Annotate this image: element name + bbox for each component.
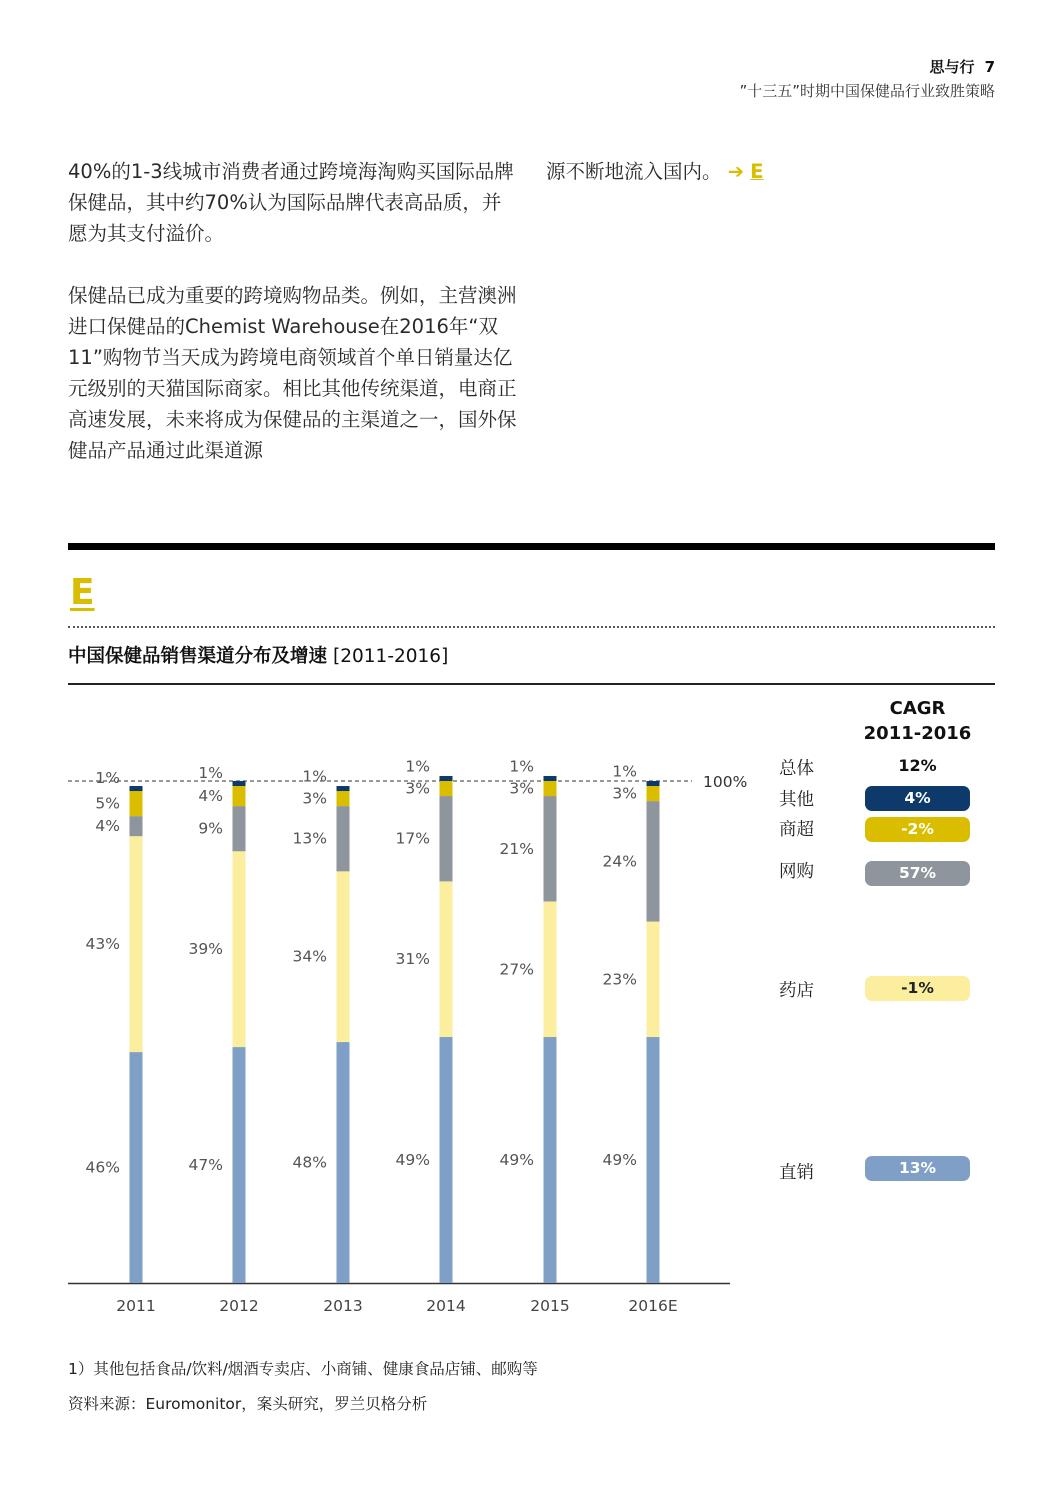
bar-segment-2012-直销 — [233, 1047, 246, 1283]
data-label-2014-网购: 17% — [395, 829, 430, 848]
data-label-2015-网购: 21% — [499, 839, 534, 858]
bar-segment-2016E-网购 — [647, 801, 660, 921]
bar-segment-2011-药店 — [130, 836, 143, 1052]
legend-label-overall: 总体 — [779, 759, 814, 779]
bar-segment-2015-网购 — [544, 796, 557, 901]
bar-segment-2013-商超 — [337, 791, 350, 806]
data-label-2014-商超: 3% — [405, 779, 430, 798]
data-label-2015-其他: 1% — [509, 757, 534, 776]
exhibit-ref-arrow-icon: ➔ — [727, 160, 745, 183]
bar-segment-2014-药店 — [440, 881, 453, 1037]
footnote-1: 1）其他包括食品/饮料/烟酒专卖店、小商铺、健康食品店铺、邮购等 — [68, 1360, 538, 1378]
cagr-overall-value: 12% — [898, 756, 937, 775]
bar-segment-2013-直销 — [337, 1042, 350, 1283]
data-label-2012-商超: 4% — [198, 787, 223, 806]
data-label-2011-网购: 4% — [95, 817, 120, 836]
body-paragraph-2: 保健品已成为重要的跨境购物品类。例如，主营澳洲进口保健品的Chemist Warehouse在2016年“双11”购物节当天成为跨境电商领域首个单日销量达亿元级别的天猫国际商家。相比其他传统渠道，电商正高速发展，未来将成为保健品的主渠道之一，国外保健品产品通过此渠道源 — [68, 284, 517, 462]
bar-segment-2011-网购 — [130, 816, 143, 836]
cagr-heading-line2: 2011-2016 — [863, 723, 972, 744]
bar-segment-2016E-药店 — [647, 922, 660, 1037]
bar-segment-2012-网购 — [233, 806, 246, 851]
data-label-2014-直销: 49% — [395, 1151, 430, 1170]
chart-title-text: 中国保健品销售渠道分布及增速 — [68, 646, 328, 667]
data-label-2011-商超: 5% — [95, 794, 120, 813]
reference-line-label: 100% — [703, 773, 748, 791]
bar-segment-2012-其他 — [233, 781, 246, 786]
x-tick-label-2016E: 2016E — [628, 1297, 678, 1315]
data-label-2012-直销: 47% — [188, 1156, 223, 1175]
cagr-pill-direct: 13% — [865, 1156, 970, 1181]
x-tick-label-2014: 2014 — [426, 1297, 466, 1315]
bar-segment-2011-直销 — [130, 1052, 143, 1283]
legend-label-supermarket: 商超 — [779, 820, 814, 840]
x-tick-label-2013: 2013 — [323, 1297, 363, 1315]
source-note: 资料来源：Euromonitor，案头研究，罗兰贝格分析 — [68, 1395, 428, 1413]
data-label-2016E-其他: 1% — [612, 762, 637, 781]
chart-period: [2011-2016] — [333, 646, 449, 667]
bar-segment-2012-药店 — [233, 851, 246, 1047]
data-label-2013-药店: 34% — [292, 947, 327, 966]
data-label-2011-药店: 43% — [85, 935, 120, 954]
bar-segment-2014-网购 — [440, 796, 453, 881]
x-tick-label-2012: 2012 — [219, 1297, 259, 1315]
bar-segment-2015-其他 — [544, 776, 557, 781]
legend-label-direct: 直销 — [779, 1163, 814, 1183]
bar-segment-2016E-其他 — [647, 781, 660, 786]
bar-segment-2015-直销 — [544, 1037, 557, 1283]
header-subtitle: ”十三五”时期中国保健品行业致胜策略 — [739, 82, 995, 100]
bar-segment-2013-药店 — [337, 871, 350, 1042]
bar-segment-2014-直销 — [440, 1037, 453, 1283]
data-label-2013-网购: 13% — [292, 829, 327, 848]
legend-label-pharmacy: 药店 — [779, 981, 814, 1001]
data-label-2013-商超: 3% — [302, 789, 327, 808]
data-label-2011-直销: 46% — [85, 1158, 120, 1177]
data-label-2015-直销: 49% — [499, 1151, 534, 1170]
cagr-pill-pharmacy: -1% — [865, 976, 970, 1001]
data-label-2013-直销: 48% — [292, 1153, 327, 1172]
cagr-pill-online: 57% — [865, 861, 970, 886]
cagr-pill-supermarket: -2% — [865, 817, 970, 842]
bar-segment-2014-其他 — [440, 776, 453, 781]
bar-segment-2016E-商超 — [647, 786, 660, 801]
x-tick-label-2011: 2011 — [116, 1297, 156, 1315]
bar-segment-2013-网购 — [337, 806, 350, 871]
data-label-2015-商超: 3% — [509, 779, 534, 798]
exhibit-letter: E — [70, 572, 95, 613]
data-label-2016E-商超: 3% — [612, 784, 637, 803]
cagr-pill-other: 4% — [865, 786, 970, 811]
bar-segment-2016E-直销 — [647, 1037, 660, 1283]
bar-segment-2013-其他 — [337, 786, 350, 791]
body-paragraph-1: 40%的1-3线城市消费者通过跨境海淘购买国际品牌保健品，其中约70%认为国际品牌代表高品质，并愿为其支付溢价。 — [68, 160, 514, 245]
data-label-2014-药店: 31% — [395, 950, 430, 969]
bar-segment-2015-药店 — [544, 901, 557, 1037]
data-label-2016E-药店: 23% — [602, 970, 637, 989]
bar-segment-2015-商超 — [544, 781, 557, 796]
data-label-2011-其他: 1% — [95, 769, 120, 788]
data-label-2013-其他: 1% — [302, 767, 327, 786]
legend-label-other: 其他 — [779, 790, 814, 810]
bar-segment-2014-商超 — [440, 781, 453, 796]
body-continuation: 源不断地流入国内。 — [546, 160, 722, 183]
page-number: 7 — [984, 58, 995, 76]
data-label-2015-药店: 27% — [499, 960, 534, 979]
x-tick-label-2015: 2015 — [530, 1297, 570, 1315]
data-label-2012-网购: 9% — [198, 819, 223, 838]
data-label-2014-其他: 1% — [405, 757, 430, 776]
bar-segment-2011-商超 — [130, 791, 143, 816]
exhibit-ref-link[interactable]: E — [750, 160, 764, 183]
data-label-2012-其他: 1% — [198, 764, 223, 782]
cagr-heading-line1: CAGR — [889, 698, 946, 719]
data-label-2016E-网购: 24% — [602, 852, 637, 871]
data-label-2012-药店: 39% — [188, 940, 223, 959]
header-title: 思与行 — [929, 58, 975, 76]
bar-segment-2011-其他 — [130, 786, 143, 791]
data-label-2016E-直销: 49% — [602, 1151, 637, 1170]
legend-label-online: 网购 — [779, 862, 814, 882]
bar-segment-2012-商超 — [233, 786, 246, 806]
